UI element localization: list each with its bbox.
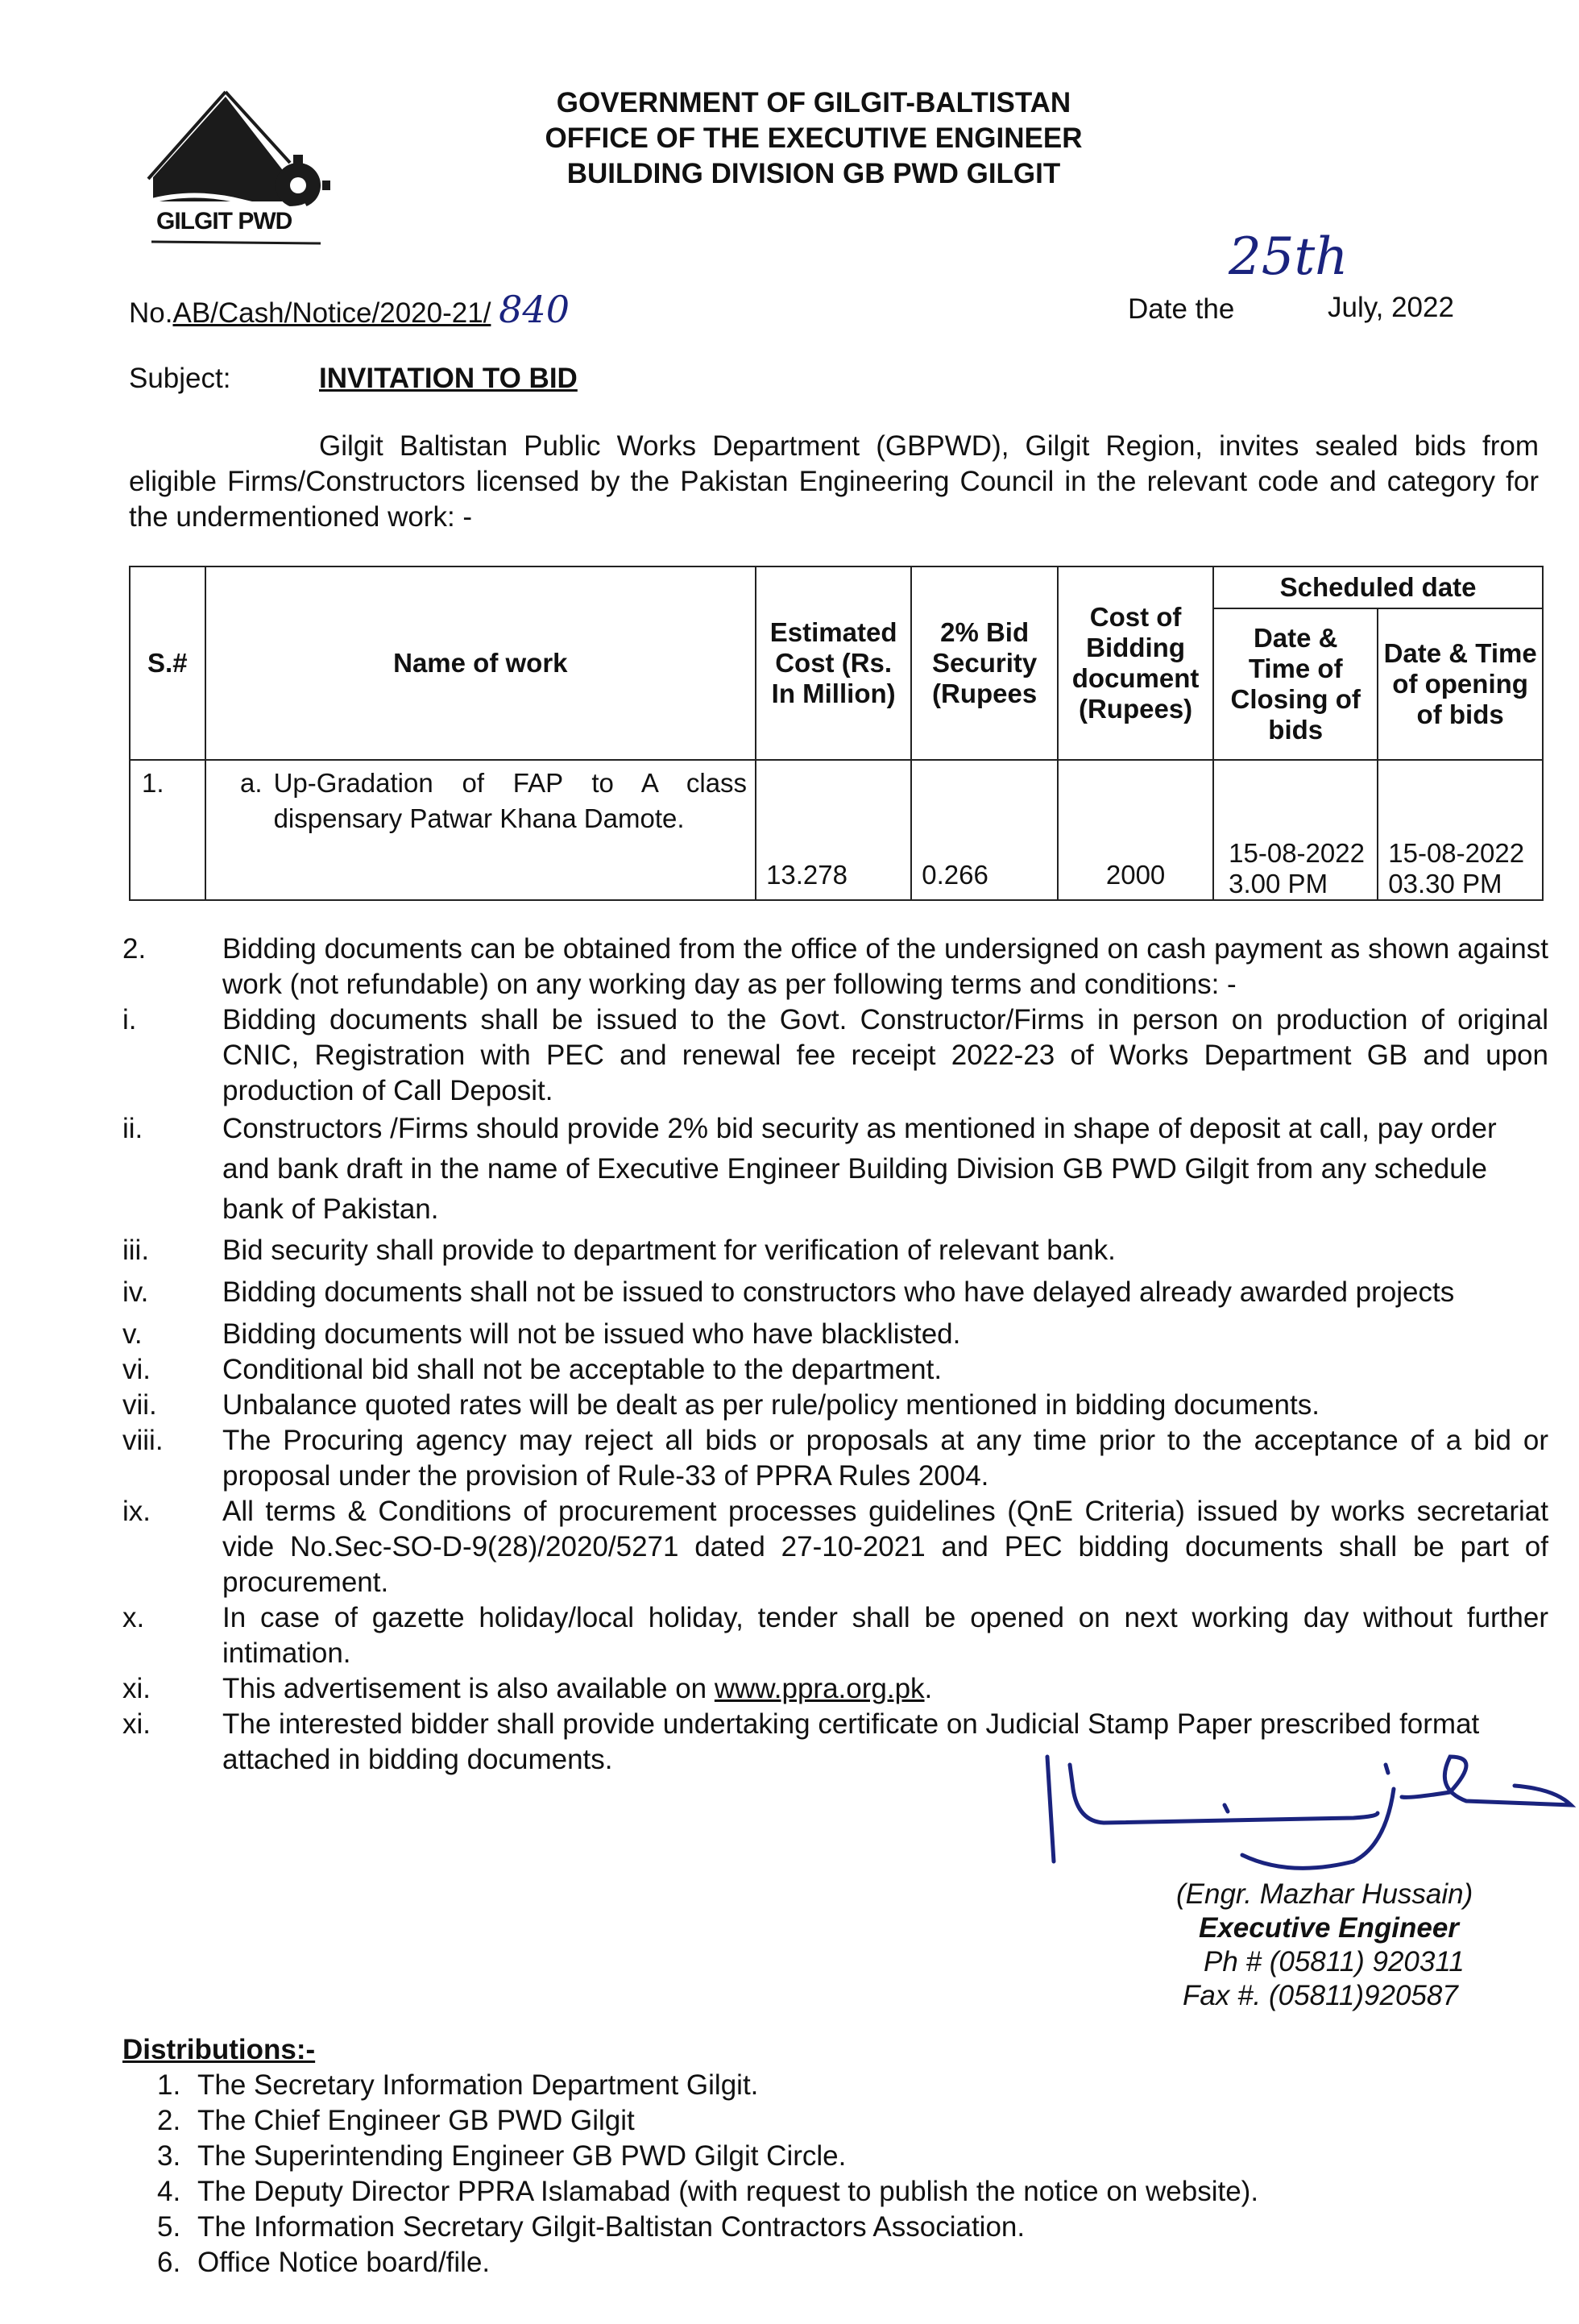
term-number: ix. — [122, 1496, 151, 1527]
opening-date: 15-08-2022 — [1388, 838, 1525, 868]
term-text: Bidding documents can be obtained from the office of the undersigned on cash payment as shown against work (not refundable) on any working day as per following terms and conditions: - — [222, 933, 1548, 1000]
signature-block — [1176, 1878, 1473, 2013]
term-number: iv. — [122, 1276, 149, 1308]
term-number: ii. — [122, 1113, 143, 1144]
reference-value: AB/Cash/Notice/2020-21/ — [172, 297, 491, 329]
term-text: Bidding documents shall be issued to the Govt. Constructor/Firms in person on production of original CNIC, Registration with PEC and renewal fee receipt 2022-23 of Works Department GB and upon production of Call Deposit. — [222, 1004, 1548, 1106]
ppra-website-link[interactable]: www.ppra.org.pk — [714, 1673, 925, 1704]
term-item — [122, 1109, 1548, 1230]
estimate-value: 13.278 — [766, 860, 848, 890]
header-name-of-work: Name of work — [205, 566, 756, 760]
letter-date — [1128, 292, 1234, 327]
term-item — [122, 1388, 1548, 1423]
distribution-item — [157, 2174, 1258, 2210]
header-bid-security: 2% Bid Security (Rupees — [911, 566, 1058, 760]
closing-time: 3.00 PM — [1229, 869, 1328, 898]
reference-handwritten: 840 — [499, 288, 570, 331]
header-opening: Date & Time of opening of bids — [1378, 608, 1543, 760]
term-number: xi. — [122, 1673, 151, 1704]
distribution-item — [157, 2068, 1258, 2103]
distribution-text: The Deputy Director PPRA Islamabad (with request to publish the notice on website). — [197, 2176, 1259, 2207]
term-item — [122, 1352, 1548, 1388]
term-text: Unbalance quoted rates will be dealt as per rule/policy mentioned in bidding documents. — [222, 1389, 1320, 1421]
signatory-name: (Engr. Mazhar Hussain) — [1176, 1878, 1473, 1910]
term-text: The Procuring agency may reject all bids or proposals at any time prior to the acceptance of a bid or proposal under the provision of Rule-33 of PPRA Rules 2004. — [222, 1425, 1548, 1492]
term-item — [122, 1423, 1548, 1494]
distribution-item — [157, 2245, 1258, 2280]
distribution-text: The Information Secretary Gilgit-Baltistan Contractors Association. — [197, 2211, 1026, 2243]
letterhead — [0, 85, 1579, 192]
subject-value: INVITATION TO BID — [319, 363, 578, 394]
term-text: In case of gazette holiday/local holiday, tender shall be opened on next working day without further intimation. — [222, 1602, 1548, 1669]
term-text: The interested bidder shall provide undertaking certificate on Judicial Stamp Paper prescribed format attached in bidding documents. — [222, 1708, 1480, 1775]
logo-text: GILGIT PWD — [156, 208, 292, 234]
doc-cost-value: 2000 — [1105, 860, 1166, 890]
reference-prefix: No. — [129, 297, 173, 329]
term-text-after: . — [924, 1673, 933, 1704]
term-text-before: This advertisement is also available on — [222, 1673, 715, 1704]
term-number: viii. — [122, 1425, 164, 1456]
distribution-text: The Superintending Engineer GB PWD Gilgit Circle. — [197, 2140, 847, 2172]
distribution-list — [157, 2068, 1258, 2280]
distribution-heading: Distributions:- — [122, 2034, 316, 2065]
sno-value: 1. — [142, 768, 164, 798]
term-text: Bidding documents shall not be issued to constructors who have delayed already awarded projects — [222, 1276, 1455, 1308]
letterhead-line-2: OFFICE OF THE EXECUTIVE ENGINEER — [545, 122, 1083, 154]
subject-label: Subject: — [129, 363, 231, 394]
signatory-title: Executive Engineer — [1199, 1912, 1459, 1944]
security-value: 0.266 — [922, 860, 988, 890]
cell-security — [911, 760, 1058, 900]
signatory-phone: Ph # (05811) 920311 — [1204, 1946, 1465, 1977]
distribution-item — [157, 2103, 1258, 2139]
header-sno: S.# — [130, 566, 205, 760]
term-number: vii. — [122, 1389, 157, 1421]
signatory-fax: Fax #. (05811)920587 — [1183, 1980, 1458, 2011]
term-item — [122, 1233, 1548, 1268]
distribution-text: Office Notice board/file. — [197, 2247, 491, 2278]
date-label: Date the — [1128, 293, 1235, 325]
term-item — [122, 1494, 1548, 1600]
term-item — [122, 1317, 1548, 1352]
term-number: vi. — [122, 1354, 151, 1385]
distribution-number: 1. — [157, 2069, 181, 2101]
intro-text: Gilgit Baltistan Public Works Department (GBPWD), Gilgit Region, invites sealed bids from eligible Firms/Constructors licensed by the Pakistan Engineering Council in the relevant code and category for the undermentioned work: - — [129, 430, 1539, 533]
letterhead-line-3: BUILDING DIVISION GB PWD GILGIT — [566, 158, 1061, 189]
distribution-item — [157, 2139, 1258, 2174]
signature-scribble — [1031, 1741, 1579, 1898]
term-text: All terms & Conditions of procurement processes guidelines (QnE Criteria) issued by works secretariat vide No.Sec-SO-D-9(28)/2020/5271 dated 27-10-2021 and PEC bidding documents shall be part of procurement. — [222, 1496, 1548, 1598]
header-closing: Date & Time of Closing of bids — [1213, 608, 1378, 760]
sub-item-label: a. — [240, 768, 263, 798]
distribution-number: 2. — [157, 2105, 181, 2136]
work-name: Up-Gradation of FAP to A class dispensary Patwar Khana Damote. — [273, 768, 748, 833]
term-item — [122, 1002, 1548, 1109]
term-item — [122, 1671, 1548, 1707]
letterhead-line-1: GOVERNMENT OF GILGIT-BALTISTAN — [556, 87, 1071, 118]
term-item — [122, 932, 1548, 1002]
cell-sno — [130, 760, 205, 900]
cell-name — [205, 760, 756, 900]
reference-number — [129, 288, 570, 331]
distribution-item — [157, 2210, 1258, 2245]
cell-doc-cost — [1058, 760, 1213, 900]
term-number: x. — [122, 1602, 145, 1633]
term-number: v. — [122, 1318, 143, 1350]
term-item — [122, 1600, 1548, 1671]
closing-date: 15-08-2022 — [1229, 838, 1365, 868]
opening-time: 03.30 PM — [1388, 869, 1502, 898]
distribution-text: The Chief Engineer GB PWD Gilgit — [197, 2105, 635, 2136]
distribution-number: 5. — [157, 2211, 181, 2243]
term-number: iii. — [122, 1235, 150, 1266]
term-number: xi. — [122, 1708, 151, 1740]
distribution-text: The Secretary Information Department Gilgit. — [197, 2069, 759, 2101]
term-text: Bid security shall provide to department for verification of relevant bank. — [222, 1235, 1116, 1266]
term-text — [222, 1671, 1548, 1707]
terms-list — [122, 932, 1548, 1778]
table-row — [130, 760, 1543, 900]
intro-paragraph — [129, 429, 1539, 535]
cell-closing — [1213, 760, 1378, 900]
cell-estimate — [756, 760, 911, 900]
table-header-row — [130, 566, 1543, 608]
distribution-number: 4. — [157, 2176, 181, 2207]
term-item — [122, 1275, 1548, 1310]
term-text: Bidding documents will not be issued who have blacklisted. — [222, 1318, 961, 1350]
header-estimated-cost: Estimated Cost (Rs. In Million) — [756, 566, 911, 760]
term-number: 2. — [122, 933, 147, 965]
bid-table — [129, 566, 1544, 901]
term-number: i. — [122, 1004, 137, 1035]
handwritten-signature-icon — [1031, 1741, 1579, 1894]
date-day-handwritten: 25th — [1229, 227, 1349, 287]
header-doc-cost: Cost of Bidding document (Rupees) — [1058, 566, 1213, 760]
header-scheduled-date: Scheduled date — [1213, 566, 1543, 608]
cell-opening — [1378, 760, 1543, 900]
term-text: Constructors /Firms should provide 2% bid security as mentioned in shape of deposit at call, pay order and bank draft in the name of Executive Engineer Building Division GB PWD Gilgit from any schedule bank of Pakistan. — [222, 1113, 1497, 1225]
date-month-year: July, 2022 — [1328, 292, 1454, 323]
distribution-number: 6. — [157, 2247, 181, 2278]
distribution-number: 3. — [157, 2140, 181, 2172]
term-text: Conditional bid shall not be acceptable to the department. — [222, 1354, 943, 1385]
